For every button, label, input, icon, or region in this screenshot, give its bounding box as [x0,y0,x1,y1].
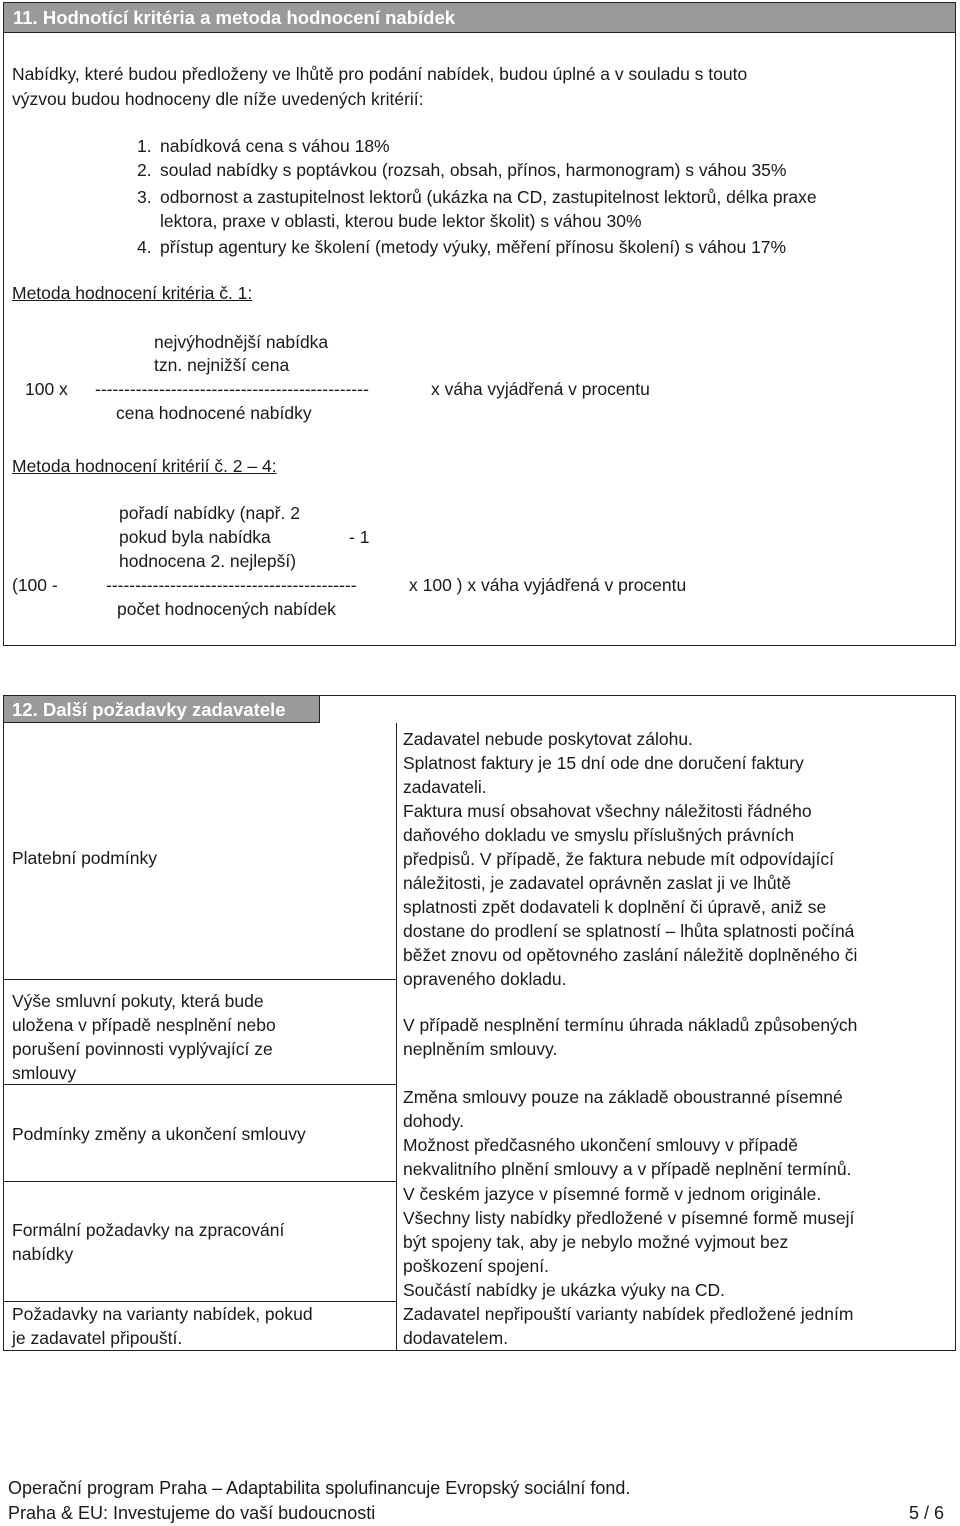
row-label-formal-requirements [12,1218,388,1266]
label-line: Požadavky na varianty nabídek, pokud [12,1304,313,1324]
criterion-text: přístup agentury ke školení (metody výuky, měření přínosu školení) s váhou 17% [160,237,787,257]
intro-line-2: výzvou budou hodnoceny dle níže uvedených kritérií: [12,89,424,109]
row-value-contract-changes [403,1085,951,1181]
value-line: Zadavatel nebude poskytovat zálohu. [403,729,693,749]
method-2-denominator: počet hodnocených nabídek [117,599,336,619]
row-value-penalty [403,1013,951,1061]
row-label-penalty [12,989,388,1085]
section-11-title: 11. Hodnotící kritéria a metoda hodnocení nabídek [4,3,955,33]
row-divider [4,1181,396,1182]
value-line: V případě nesplnění termínu úhrada nákladů způsobených [403,1015,858,1035]
value-line: Faktura musí obsahovat všechny náležitosti řádného [403,801,812,821]
value-line: dodavatelem. [403,1328,509,1348]
criterion-text: soulad nabídky s poptávkou (rozsah, obsah, přínos, harmonogram) s váhou 35% [160,160,787,180]
value-line: zadavateli. [403,777,487,797]
method-2-prefix: (100 - [12,575,58,595]
value-line: opraveného dokladu. [403,969,567,989]
value-line: neplněním smlouvy. [403,1039,558,1059]
footer-slogan: Praha & EU: Investujeme do vaší budoucnosti [8,1503,376,1523]
value-line: Součástí nabídky je ukázka výuky na CD. [403,1280,725,1300]
method-1-denominator: cena hodnocené nabídky [116,403,312,423]
criterion-num: 4. [137,237,152,257]
row-value-variants [403,1302,951,1350]
value-line: splatnosti zpět dodavateli k doplnění či úpravě, aniž se [403,897,827,917]
row-divider [4,979,396,980]
label-line: uložena v případě nesplnění nebo [12,1015,276,1035]
value-line: náležitosti, je zadavatel oprávněn zaslat ji ve lhůtě [403,873,792,893]
method-2-title: Metoda hodnocení kritérií č. 2 – 4: [12,456,277,476]
row-label-variants [12,1302,388,1350]
label-line: Výše smluvní pokuty, která bude [12,991,264,1011]
criterion-text-cont: lektora, praxe v oblasti, kterou bude lektor školit) s váhou 30% [160,211,642,231]
value-line: dohody. [403,1111,464,1131]
section-12-title: 12. Další požadavky zadavatele [4,696,320,723]
row-value-payment [403,727,951,991]
section-12-table [3,695,956,1351]
criterion-text: odbornost a zastupitelnost lektorů (ukázka na CD, zastupitelnost lektorů, délka praxe [160,187,817,207]
label-line: nabídky [12,1244,74,1264]
column-divider [396,723,397,1351]
criterion-num: 3. [137,187,152,207]
row-label-contract-changes [12,1122,388,1146]
method-1-title: Metoda hodnocení kritéria č. 1: [12,283,253,303]
method-2-minus-one: - 1 [349,527,370,547]
row-value-formal-requirements [403,1182,951,1302]
criterion-num: 1. [137,136,152,156]
value-line: předpisů. V případě, že faktura nebude mít odpovídající [403,849,834,869]
label-line: smlouvy [12,1063,77,1083]
value-line: nekvalitního plnění smlouvy a v případě neplnění termínů. [403,1159,852,1179]
intro-line-1: Nabídky, které budou předloženy ve lhůtě pro podání nabídek, budou úplné a v souladu s touto [12,64,748,84]
footer-funding-note: Operační program Praha – Adaptabilita spolufinancuje Evropský sociální fond. [8,1478,631,1498]
method-1-fraction-bar: ----------------------------------------------- [95,379,369,399]
label-line: Podmínky změny a ukončení smlouvy [12,1124,306,1144]
value-line: být spojeny tak, aby je nebylo možné vyjmout bez [403,1232,789,1252]
value-line: dostane do prodlení se splatností – lhůta splatnosti počíná [403,921,855,941]
method-2-numerator: pořadí nabídky (např. 2 [119,503,300,523]
value-line: daňového dokladu ve smyslu příslušných právních [403,825,795,845]
label-line: porušení povinnosti vyplývající ze [12,1039,273,1059]
method-2-numerator: pokud byla nabídka [119,527,271,547]
label-line: Formální požadavky na zpracování [12,1220,285,1240]
value-line: Zadavatel nepřipouští varianty nabídek předložené jedním [403,1304,854,1324]
value-line: V českém jazyce v písemné formě v jednom originále. [403,1184,822,1204]
value-line: poškození spojení. [403,1256,549,1276]
value-line: Možnost předčasného ukončení smlouvy v případě [403,1135,798,1155]
value-line: Splatnost faktury je 15 dní ode dne doručení faktury [403,753,804,773]
method-1-numerator: tzn. nejnižší cena [154,355,290,375]
method-2-fraction-bar: ------------------------------------------- [106,575,357,595]
value-line: Všechny listy nabídky předložené v písemné formě musejí [403,1208,855,1228]
page-number: 5 / 6 [908,1503,944,1523]
method-1-suffix: x váha vyjádřená v procentu [431,379,650,399]
row-label-payment [12,846,388,870]
value-line: Změna smlouvy pouze na základě oboustranné písemné [403,1087,843,1107]
section-11-box [3,2,956,646]
criterion-text: nabídková cena s váhou 18% [160,136,390,156]
method-1-numerator: nejvýhodnější nabídka [154,332,329,352]
method-2-numerator: hodnocena 2. nejlepší) [119,551,297,571]
label-line: je zadavatel připouští. [12,1328,183,1348]
method-1-prefix: 100 x [25,379,68,399]
label-line: Platební podmínky [12,848,157,868]
value-line: běžet znovu od opětovného zaslání náležitě doplněného či [403,945,858,965]
criterion-num: 2. [137,160,152,180]
row-divider [4,1084,396,1085]
method-2-suffix: x 100 ) x váha vyjádřená v procentu [409,575,687,595]
